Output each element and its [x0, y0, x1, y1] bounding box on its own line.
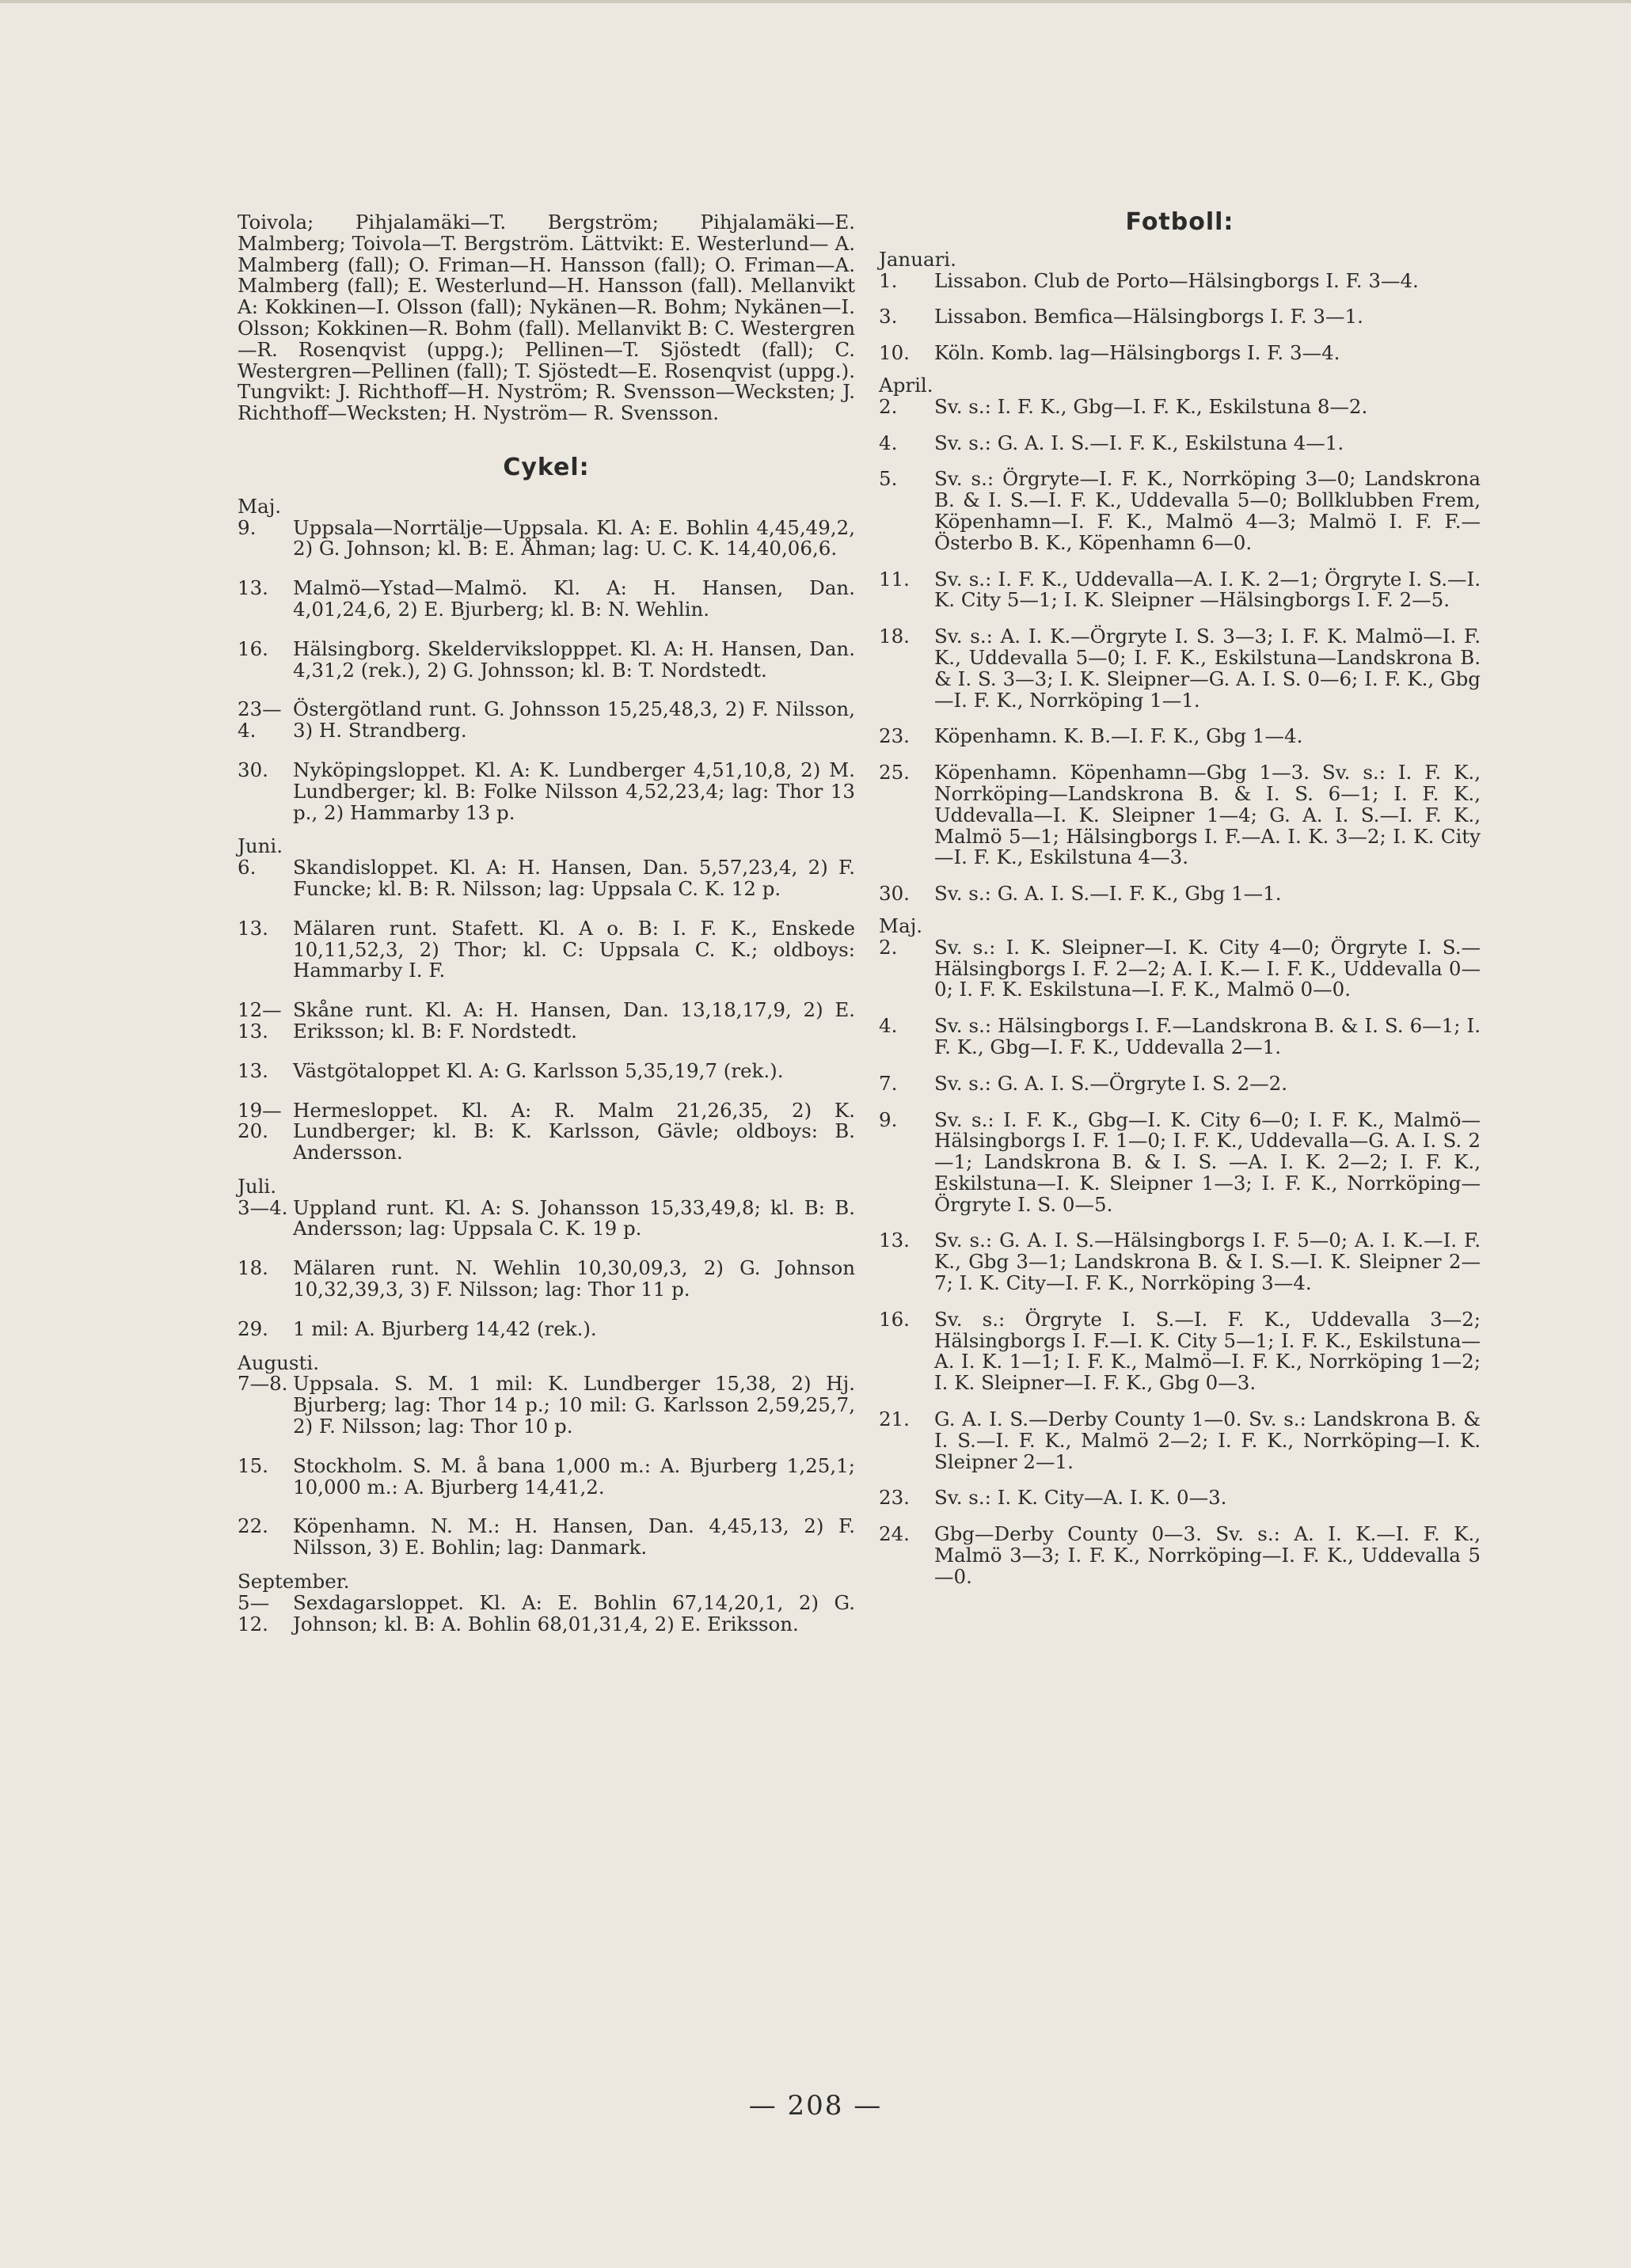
entry-text: Sv. s.: G. A. I. S.—Hälsingborgs I. F. 5—0; A. I. K.—I. F. K., Gbg 3—1; Landskrona B. & I. S.—I. K. Sleipner 2—7; I. K. City—I. F. K., Norrköping 3—4. [934, 1229, 1481, 1295]
entry-text: Skåne runt. Kl. A: H. Hansen, Dan. 13,18,17,9, 2) E. Eriksson; kl. B: F. Nordstedt. [293, 998, 855, 1043]
month-heading: April. [879, 373, 933, 397]
entry-date: 18. [238, 1256, 268, 1280]
result-entry [879, 569, 1481, 612]
result-entry [879, 1073, 1481, 1095]
result-entry [879, 1487, 1481, 1509]
entry-text: Sv. s.: Hälsingborgs I. F.—Landskrona B. & I. S. 6—1; I. F. K., Gbg—I. F. K., Uddevalla 2—1. [934, 1014, 1481, 1058]
result-entry [879, 1309, 1481, 1394]
result-entry [238, 760, 855, 823]
entry-text: Sv. s.: I. F. K., Gbg—I. F. K., Eskilstuna 8—2. [934, 394, 1368, 418]
result-entry [879, 1107, 1481, 1216]
entry-text: Hermesloppet. Kl. A: R. Malm 21,26,35, 2) K. Lundberger; kl. B: K. Karlsson, Gävle; oldboys: B. Andersson. [293, 1098, 855, 1164]
fotboll-heading: Fotboll: [1125, 208, 1234, 236]
wrestling-results-paragraph: Toivola; Pihjalamäki—T. Bergström; Pihjalamäki—E. Malmberg; Toivola—T. Bergström. Lättvikt: E. Westerlund— A. Malmberg (fall); O. Friman—H. Hansson (fall); O. Friman—A. Malmberg (fall); E. Westerlund—H. Hansson (fall). Mellanvikt A: Kokkinen—I. Olsson (fall); Nykänen—R. Bohm; Nykänen—I. Olsson; Kokkinen—R. Bohm (fall). Mellanvikt B: C. Westergren—R. Rosenqvist (uppg.); Pellinen—T. Sjöstedt (fall); C. Westergren—Pellinen (fall); T. Sjöstedt—E. Rosenqvist (uppg.). Tungvikt: J. Richthoff—H. Nyström; R. Svensson—Wecksten; J. Richthoff—Wecksten; H. Nyström— R. Svensson. [238, 211, 855, 425]
entry-date: 29. [238, 1316, 268, 1340]
right-column [879, 208, 1481, 1588]
result-entry [238, 1058, 855, 1082]
entry-text: Nyköpingsloppet. Kl. A: K. Lundberger 4,51,10,8, 2) M. Lundberger; kl. B: Folke Nilsson 4,52,23,4; lag: Thor 13 p., 2) Hammarby 13 p. [293, 758, 855, 824]
entry-date: 23. [879, 1486, 910, 1510]
entry-date: 11. [879, 567, 910, 591]
entry-date: 5—12. [238, 1590, 270, 1635]
entry-date: 16. [238, 636, 268, 660]
month-heading: Maj. [879, 914, 923, 937]
entry-text: Mälaren runt. Stafett. Kl. A o. B: I. F. K., Enskede 10,11,52,3, 2) Thor; kl. C: Uppsala C. K.; oldboys: Hammarby I. F. [293, 916, 855, 982]
entry-date: 5. [879, 467, 898, 491]
entry-text: Lissabon. Bemfica—Hälsingborgs I. F. 3—1. [934, 305, 1363, 329]
entry-date: 23—4. [238, 697, 282, 743]
cykel-heading: Cykel: [503, 453, 590, 481]
entry-date: 4. [879, 1014, 898, 1038]
left-column [238, 212, 855, 1635]
entry-date: 1. [879, 268, 898, 292]
month-heading: Juni. [238, 834, 283, 858]
entry-text: Sv. s.: A. I. K.—Örgryte I. S. 3—3; I. F. K. Malmö—I. F. K., Uddevalla 5—0; I. F. K., Eskilstuna—Landskrona B. & I. S. 3—3; I. K. Sleipner—G. A. I. S. 0—6; I. F. K., Gbg—I. F. K., Norrköping 1—1. [934, 625, 1481, 712]
result-entry [238, 1100, 855, 1164]
entry-text: Mälaren runt. N. Wehlin 10,30,09,3, 2) G. Johnson 10,32,39,3, 3) F. Nilsson; lag: Thor 11 p. [293, 1256, 855, 1301]
entry-text: Skandisloppet. Kl. A: H. Hansen, Dan. 5,57,23,4, 2) F. Funcke; kl. B: R. Nilsson; lag: Uppsala C. K. 12 p. [293, 856, 855, 900]
entry-date: 25. [879, 761, 910, 784]
entry-text: Köpenhamn. Köpenhamn—Gbg 1—3. Sv. s.: I. F. K., Norrköping—Landskrona B. & I. S. 6—1; I. F. K., Uddevalla—I. K. Sleipner 1—4; G. A. I. S.—I. F. K., Malmö 5—1; Hälsingborgs I. F.—A. I. K. 3—2; I. K. City—I. F. K., Eskilstuna 4—3. [934, 761, 1481, 869]
result-entry [238, 1516, 855, 1559]
result-entry [238, 578, 855, 621]
entry-date: 13. [238, 916, 268, 940]
result-entry [879, 1524, 1481, 1587]
month-heading: Juli. [238, 1174, 277, 1198]
entry-date: 13. [238, 1058, 268, 1082]
cykel-results [238, 496, 855, 1635]
entry-text: Uppland runt. Kl. A: S. Johansson 15,33,49,8; kl. B: B. Andersson; lag: Uppsala C. K. 19 p. [293, 1195, 855, 1240]
entry-date: 22. [238, 1514, 268, 1538]
entry-text: Hälsingborg. Skeldervikslopppet. Kl. A: H. Hansen, Dan. 4,31,2 (rek.), 2) G. Johnsson; kl. B: T. Nordstedt. [293, 636, 855, 682]
entry-date: 6. [238, 856, 257, 879]
entry-text: Sv. s.: I. K. Sleipner—I. K. City 4—0; Örgryte I. S.—Hälsingborgs I. F. 2—2; A. I. K.— I. F. K., Uddevalla 0—0; I. F. K. Eskilstuna—I. F. K., Malmö 0—0. [934, 935, 1481, 1001]
entry-text: Gbg—Derby County 0—3. Sv. s.: A. I. K.—I. F. K., Malmö 3—3; I. F. K., Norrköping—I. F. K., Uddevalla 5—0. [934, 1522, 1481, 1588]
month-heading: Maj. [238, 494, 282, 518]
entry-date: 10. [879, 341, 910, 365]
entry-date: 3—4. [238, 1195, 288, 1219]
entry-date: 15. [238, 1453, 268, 1477]
entry-date: 12—13. [238, 998, 282, 1043]
result-entry [238, 1195, 855, 1240]
result-entry [238, 1373, 855, 1437]
entry-text: G. A. I. S.—Derby County 1—0. Sv. s.: Landskrona B. & I. S.—I. F. K., Malmö 2—2; I. F. K., Norrköping—I. K. Sleipner 2—1. [934, 1408, 1481, 1473]
entry-date: 18. [879, 625, 910, 648]
result-entry [238, 1316, 855, 1340]
result-entry [238, 699, 855, 742]
result-entry [238, 1590, 855, 1635]
entry-date: 30. [879, 882, 910, 906]
entry-text: Uppsala. S. M. 1 mil: K. Lundberger 15,38, 2) Hj. Bjurberg; lag: Thor 14 p.; 10 mil: G. Karlsson 2,59,25,7, 2) F. Nilsson; lag: Thor 10 p. [293, 1372, 855, 1438]
entry-date: 2. [879, 394, 898, 418]
entry-date: 13. [238, 576, 268, 600]
entry-date: 9. [879, 1107, 898, 1131]
entry-date: 16. [879, 1307, 910, 1331]
result-entry [238, 857, 855, 900]
entry-date: 30. [238, 758, 268, 781]
result-entry [879, 726, 1481, 747]
entry-text: Sv. s.: I. F. K., Uddevalla—A. I. K. 2—1; Örgryte I. S.—I. K. City 5—1; I. K. Sleipner —Hälsingborgs I. F. 2—5. [934, 567, 1481, 612]
entry-text: Köln. Komb. lag—Hälsingborgs I. F. 3—4. [934, 341, 1340, 365]
entry-text: Sv. s.: G. A. I. S.—I. F. K., Eskilstuna 4—1. [934, 431, 1344, 454]
page-number: — 208 — [748, 2090, 883, 2122]
result-entry [879, 469, 1481, 553]
entry-text: Stockholm. S. M. å bana 1,000 m.: A. Bjurberg 1,25,1; 10,000 m.: A. Bjurberg 14,41,2. [293, 1453, 855, 1499]
entry-text: Sexdagarsloppet. Kl. A: E. Bohlin 67,14,20,1, 2) G. Johnson; kl. B: A. Bohlin 68,01,31,4, 2) E. Eriksson. [293, 1590, 855, 1635]
result-entry [879, 394, 1481, 418]
entry-date: 7—8. [238, 1372, 288, 1396]
result-entry [879, 306, 1481, 328]
entry-date: 23. [879, 724, 910, 748]
entry-date: 9. [238, 515, 257, 539]
entry-date: 19—20. [238, 1098, 282, 1143]
result-entry [879, 343, 1481, 364]
entry-text: Sv. s.: Örgryte I. S.—I. F. K., Uddevalla 3—2; Hälsingborgs I. F.—I. K. City 5—1; I. F. K., Eskilstuna—A. I. K. 1—1; I. F. K., Malmö—I. F. K., Norrköping 1—2; I. K. Sleipner—I. F. K., Gbg 0—3. [934, 1307, 1481, 1395]
entry-text: Malmö—Ystad—Malmö. Kl. A: H. Hansen, Dan. 4,01,24,6, 2) E. Bjurberg; kl. B: N. Wehlin. [293, 576, 855, 621]
entry-text: Östergötland runt. G. Johnsson 15,25,48,3, 2) F. Nilsson, 3) H. Strandberg. [293, 697, 855, 743]
entry-text: Köpenhamn. N. M.: H. Hansen, Dan. 4,45,13, 2) F. Nilsson, 3) E. Bohlin; lag: Danmark. [293, 1514, 855, 1559]
entry-text: Sv. s.: G. A. I. S.—I. F. K., Gbg 1—1. [934, 882, 1282, 906]
month-heading: September. [238, 1570, 350, 1594]
entry-date: 21. [879, 1408, 910, 1431]
result-entry [879, 1409, 1481, 1472]
result-entry [879, 433, 1481, 454]
result-entry [238, 1453, 855, 1499]
entry-date: 24. [879, 1522, 910, 1546]
month-heading: Januari. [879, 247, 956, 271]
result-entry [879, 626, 1481, 711]
entry-text: Sv. s.: I. K. City—A. I. K. 0—3. [934, 1486, 1227, 1510]
entry-text: Sv. s.: Örgryte—I. F. K., Norrköping 3—0; Landskrona B. & I. S.—I. F. K., Uddevalla 5—0; Bollklubben Frem, Köpenhamn—I. F. K., Malmö 4—3; Malmö I. F. F.—Österbo B. K., Köpenhamn 6—0. [934, 467, 1481, 554]
result-entry [238, 636, 855, 682]
result-entry [238, 1000, 855, 1043]
result-entry [879, 883, 1481, 905]
result-entry [879, 1016, 1481, 1058]
entry-text: Västgötaloppet Kl. A: G. Karlsson 5,35,19,7 (rek.). [293, 1058, 784, 1082]
entry-date: 13. [879, 1229, 910, 1252]
fotboll-results [879, 249, 1481, 1588]
entry-text: Köpenhamn. K. B.—I. F. K., Gbg 1—4. [934, 724, 1303, 748]
page-edge [0, 0, 1631, 3]
entry-text: 1 mil: A. Bjurberg 14,42 (rek.). [293, 1316, 597, 1340]
entry-date: 4. [879, 431, 898, 454]
entry-text: Uppsala—Norrtälje—Uppsala. Kl. A: E. Bohlin 4,45,49,2, 2) G. Johnson; kl. B: E. Åhman; lag: U. C. K. 14,40,06,6. [293, 515, 855, 560]
month-heading: Augusti. [238, 1351, 319, 1374]
entry-text: Lissabon. Club de Porto—Hälsingborgs I. F. 3—4. [934, 268, 1419, 292]
result-entry [879, 937, 1481, 1001]
entry-date: 7. [879, 1071, 898, 1095]
result-entry [238, 515, 855, 560]
result-entry [879, 268, 1481, 292]
result-entry [238, 1258, 855, 1301]
result-entry [238, 918, 855, 982]
entry-text: Sv. s.: I. F. K., Gbg—I. K. City 6—0; I. F. K., Malmö—Hälsingborgs I. F. 1—0; I. F. K., Uddevalla—G. A. I. S. 2—1; Landskrona B. & I. S. —A. I. K. 2—2; I. F. K., Eskilstuna—I. K. Sleipner 1—3; I. F. K., Norrköping—Örgryte I. S. 0—5. [934, 1107, 1481, 1216]
result-entry [879, 1230, 1481, 1294]
entry-date: 2. [879, 935, 898, 959]
result-entry [879, 762, 1481, 868]
entry-text: Sv. s.: G. A. I. S.—Örgryte I. S. 2—2. [934, 1071, 1288, 1095]
entry-date: 3. [879, 305, 898, 329]
